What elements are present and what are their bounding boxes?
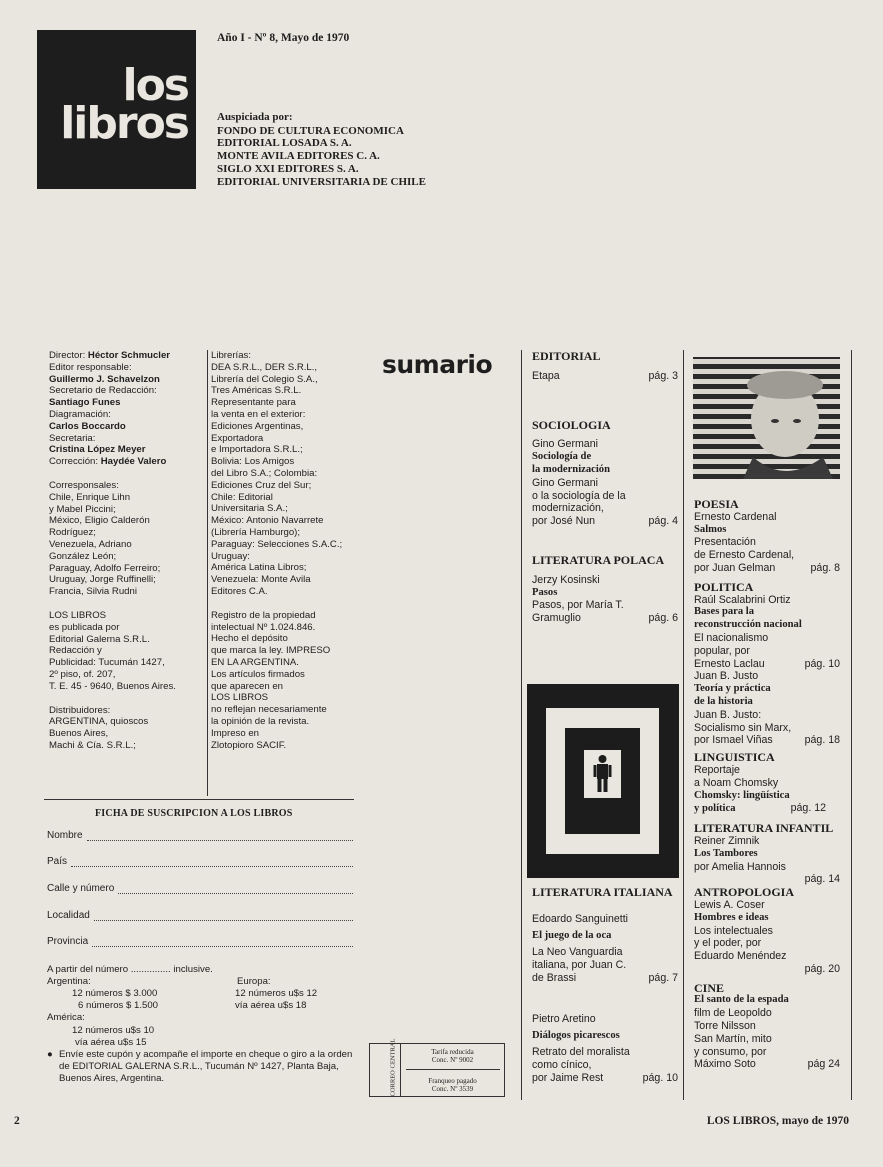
stamp-text: Conc. Nº 9002 <box>431 1056 474 1064</box>
registro-line: no reflejan necesariamente <box>211 704 327 716</box>
librerias-line: Ediciones Argentinas, <box>211 420 304 432</box>
entry-author: Jerzy Kosinski <box>532 573 600 586</box>
localidad-field[interactable] <box>47 910 353 921</box>
librerias-line: DEA S.R.L., DER S.R.L., <box>211 361 318 373</box>
field-label: Calle y número <box>47 883 115 894</box>
entry-author: Gino Germani <box>532 438 598 451</box>
corresponsales-line: Venezuela, Adriano <box>49 538 132 550</box>
sponsor-item: EDITORIAL LOSADA S. A. <box>217 137 352 150</box>
argentina-label: Argentina: <box>47 975 91 987</box>
provincia-field[interactable] <box>47 936 353 947</box>
entry-antropologia[interactable] <box>694 963 840 976</box>
librerias-column <box>211 350 369 751</box>
stamp-left-box <box>370 1038 401 1097</box>
entry-text: Máximo Soto <box>694 1058 756 1071</box>
column-divider <box>683 350 684 1100</box>
section-cine: CINE <box>694 980 725 995</box>
secretario-name: Santiago Funes <box>49 397 121 409</box>
entry-title: Pasos <box>532 586 558 598</box>
distribuidores-line: Machi & Cía. S.R.L.; <box>49 739 136 751</box>
label: Secretaria: <box>49 432 96 444</box>
field-line[interactable] <box>71 857 353 867</box>
entry-text: por José Nun <box>532 515 596 528</box>
sumario-title: sumario <box>382 350 493 379</box>
entry-text: modernización, <box>532 502 604 515</box>
corresponsales-line: Francia, Silvia Rudni <box>49 586 137 598</box>
field-label: Nombre <box>47 830 83 841</box>
field-line[interactable] <box>118 884 353 894</box>
registro-line: Zlotopioro SACIF. <box>211 739 287 751</box>
section-antropologia: ANTROPOLOGIA <box>694 885 795 900</box>
entry-text: como cínico, <box>532 1059 592 1072</box>
entry-title: Hombres e ideas <box>694 911 769 923</box>
entry-text: Eduardo Menéndez <box>694 950 787 963</box>
entry-text: Gino Germani <box>532 476 598 489</box>
section-editorial: EDITORIAL <box>532 349 601 363</box>
entry-justo[interactable] <box>694 734 840 747</box>
page-ref: pág. 14 <box>804 873 840 886</box>
registro-line: LOS LIBROS <box>211 692 269 704</box>
page-ref: pág. 7 <box>648 971 678 984</box>
librerias-line: Paraguay: Selecciones S.A.C.; <box>211 538 343 550</box>
entry-text: por Juan Gelman <box>694 561 776 574</box>
entry-text: por Ismael Viñas <box>694 734 773 747</box>
entry-text: Pasos, por María T. <box>532 599 624 612</box>
entry-text: italiana, por Juan C. <box>532 959 627 972</box>
librerias-line: la venta en el exterior: <box>211 408 306 420</box>
field-line[interactable] <box>87 831 353 841</box>
entry-text: Reportaje <box>694 763 740 776</box>
entry-text: Etapa <box>532 369 560 382</box>
page-ref: pág. 8 <box>810 561 840 574</box>
field-line[interactable] <box>94 911 353 921</box>
nombre-field[interactable] <box>47 830 353 841</box>
entry-text: Juan B. Justo: <box>694 708 762 721</box>
entry-linguistica[interactable] <box>694 802 840 816</box>
entry-author: Reiner Zimnik <box>694 834 760 847</box>
registro-line: Impreso en <box>211 727 259 739</box>
postal-stamp <box>369 1038 505 1097</box>
entry-cine[interactable] <box>694 1058 840 1071</box>
ficha-note-text: Envíe este cupón y acompañe el importe en cheque o giro a la orden de EDITORIAL GALERNA S.R.L., Tucumán Nº 1427, Planta Baja, Buenos Aires, Argentina. <box>59 1049 353 1084</box>
librerias-line: Librería del Colegio S.A., <box>211 373 318 385</box>
page-number: 2 <box>14 1115 20 1127</box>
entry-text: Ernesto Laclau <box>694 657 765 670</box>
librerias-line: Ediciones Cruz del Sur; <box>211 479 312 491</box>
registro-line: EN LA ARGENTINA. <box>211 656 299 668</box>
stamp-correo: CORREO CENTRAL <box>389 1038 397 1097</box>
entry-title: de la historia <box>694 695 753 707</box>
entry-title: Teoría y práctica <box>694 683 771 695</box>
corresponsales-line: Uruguay, Jorge Ruffinelli; <box>49 574 156 586</box>
entry-text: Los intelectuales <box>694 924 773 937</box>
column-divider <box>521 350 522 1100</box>
rate-arg-6: 6 números $ 1.500 <box>78 999 159 1011</box>
registro-line: Los artículos firmados <box>211 668 305 680</box>
entry-author: Lewis A. Coser <box>694 898 765 911</box>
stamp-text: Franqueo pagado <box>428 1077 477 1085</box>
librerias-line: (Librería Hamburgo); <box>211 526 301 538</box>
entry-title: la modernización <box>532 463 610 475</box>
entry-sociologia[interactable] <box>532 515 678 528</box>
label: Secretario de Redacción: <box>49 385 157 397</box>
registro-line: que aparecen en <box>211 680 284 692</box>
registro-line: Registro de la propiedad <box>211 609 316 621</box>
entry-text: Retrato del moralista <box>532 1046 630 1059</box>
sponsor-item: MONTE AVILA EDITORES C. A. <box>217 150 380 163</box>
entry-title: reconstrucción nacional <box>694 619 802 631</box>
librerias-line: Librerías: <box>211 350 251 361</box>
page-ref: pág. 12 <box>790 802 826 815</box>
registro-line: intelectual Nº 1.024.846. <box>211 621 316 633</box>
portrait-image <box>693 357 840 479</box>
column-divider <box>207 350 208 796</box>
entry-text: a Noam Chomsky <box>694 776 779 789</box>
issue-info: Año I - Nº 8, Mayo de 1970 <box>217 32 350 44</box>
entry-title: El juego de la oca <box>532 929 612 941</box>
section-linguistica: LINGUISTICA <box>694 750 775 765</box>
page-ref: pág. 6 <box>648 612 678 625</box>
field-label: Provincia <box>47 936 89 947</box>
label: Diagramación: <box>49 408 111 420</box>
entry-text: y el poder, por <box>694 937 762 950</box>
librerias-line: Representante para <box>211 397 296 409</box>
sponsor-item: EDITORIAL UNIVERSITARIA DE CHILE <box>217 175 426 188</box>
entry-text: por Jaime Rest <box>532 1071 604 1084</box>
librerias-line: México: Antonio Navarrete <box>211 515 324 527</box>
section-sociologia: SOCIOLOGIA <box>532 417 611 432</box>
section-italiana: LITERATURA ITALIANA <box>532 885 673 899</box>
librerias-line: Editores C.A. <box>211 585 268 597</box>
figure-graphic <box>527 684 679 878</box>
field-label: Localidad <box>47 910 90 921</box>
field-label: País <box>47 856 68 867</box>
corresponsales-line: Paraguay, Adolfo Ferreiro; <box>49 562 161 574</box>
director-name: Héctor Schmucler <box>87 350 171 361</box>
librerias-line: Chile: Editorial <box>211 491 273 503</box>
sumario-column-a <box>532 350 678 625</box>
sponsor-item: SIGLO XXI EDITORES S. A. <box>217 162 359 175</box>
librerias-line: Bolivia: Los Amigos <box>211 456 295 468</box>
publicada-line: LOS LIBROS <box>49 609 107 621</box>
publicada-line: es publicada por <box>49 621 120 633</box>
section-politica: POLITICA <box>694 579 754 594</box>
librerias-line: Venezuela: Monte Avila <box>211 574 311 586</box>
sumario-column-c <box>694 498 840 1071</box>
entry-text: por Amelia Hannois <box>694 860 786 873</box>
stamp-rule <box>406 1069 500 1070</box>
entry-author: Pietro Aretino <box>532 1012 596 1025</box>
ficha-rule <box>44 799 354 800</box>
entry-text: y consumo, por <box>694 1045 767 1058</box>
ficha-note <box>47 1049 355 1084</box>
sponsors-block <box>217 111 426 188</box>
correccion-name: Haydée Valero <box>100 456 167 468</box>
entry-text: San Martín, mito <box>694 1032 772 1045</box>
stamp-text: Tarifa reducida <box>431 1048 474 1056</box>
sponsor-item: FONDO DE CULTURA ECONOMICA <box>217 124 404 137</box>
librerias-line: e Importadora S.R.L.; <box>211 444 303 456</box>
logo-line2: libros <box>60 98 188 149</box>
field-line[interactable] <box>92 937 353 947</box>
publicada-line: Editorial Galerna S.R.L. <box>49 633 150 645</box>
author-photo <box>693 357 840 479</box>
librerias-line: Universitaria S.A.; <box>211 503 288 515</box>
staff-column <box>49 350 205 752</box>
rate-arg-12: 12 números $ 3.000 <box>72 987 158 999</box>
label: Editor responsable: <box>49 361 132 373</box>
rate-eur-aerea: vía aérea u$s 18 <box>235 999 307 1011</box>
distribuidores-line: ARGENTINA, quioscos <box>49 716 149 728</box>
section-polaca: LITERATURA POLACA <box>532 552 665 567</box>
entry-poesia[interactable] <box>694 562 840 575</box>
stamp-bottom <box>401 1077 504 1093</box>
bullet-icon: ● <box>47 1049 53 1061</box>
entry-polaca[interactable] <box>532 612 678 625</box>
entry-text: Torre Nilsson <box>694 1020 756 1033</box>
publicada-line: 2º piso, of. 207, <box>49 668 116 680</box>
librerias-line: Tres Américas S.R.L. <box>211 385 302 397</box>
entry-author: Juan B. Justo <box>694 670 759 683</box>
registro-line: Hecho el depósito <box>211 633 288 645</box>
sumario-column-b <box>532 886 678 1085</box>
corresponsales-line: Rodríguez; <box>49 527 96 539</box>
entry-title: Los Tambores <box>694 847 758 859</box>
page-ref: pág. 3 <box>648 369 678 382</box>
librerias-line: del Libro S.A.; Colombia: <box>211 467 318 479</box>
america-label: América: <box>47 1011 85 1023</box>
section-poesia: POESIA <box>694 497 739 511</box>
page-ref: pág. 18 <box>804 734 840 747</box>
calle-field[interactable] <box>47 883 353 894</box>
entry-text: o la sociología de la <box>532 489 626 502</box>
entry-text: de Brassi <box>532 971 577 984</box>
page-ref: pág 24 <box>807 1058 840 1071</box>
entry-text: El nacionalismo <box>694 631 769 644</box>
footer-title: LOS LIBROS, mayo de 1970 <box>706 1115 849 1127</box>
sponsor-label: Auspiciada por: <box>217 111 293 123</box>
stamp-top <box>401 1048 504 1064</box>
entry-text: film de Leopoldo <box>694 1007 772 1020</box>
entry-title: y política <box>694 803 736 815</box>
magazine-logo <box>37 30 196 189</box>
entry-author: Raúl Scalabrini Ortiz <box>694 593 791 606</box>
entry-politica[interactable] <box>694 658 840 671</box>
pais-field[interactable] <box>47 856 353 867</box>
publicada-line: T. E. 45 - 9640, Buenos Aires. <box>49 680 176 692</box>
rate-eur-12: 12 números u$s 12 <box>235 987 318 999</box>
entry-title: Bases para la <box>694 606 755 618</box>
entry-text: Presentación <box>694 536 756 549</box>
registro-line: la opinión de la revista. <box>211 715 310 727</box>
stamp-text: Conc. Nº 3539 <box>431 1085 474 1093</box>
entry-title: El santo de la espada <box>694 994 789 1006</box>
rate-am-aerea: vía aérea u$s 15 <box>75 1036 147 1048</box>
corresponsales-line: y Mabel Piccini; <box>49 503 116 515</box>
section-infantil: LITERATURA INFANTIL <box>694 821 834 836</box>
entry-text: Gramuglio <box>532 612 581 625</box>
entry-author: Ernesto Cardenal <box>694 510 777 523</box>
entry-text: Socialismo sin Marx, <box>694 721 792 734</box>
corresponsales-line: México, Eligio Calderón <box>49 515 150 527</box>
label: Corrección: <box>49 456 99 468</box>
entry-title: Sociología de <box>532 451 592 463</box>
corresponsales-line: González León; <box>49 550 117 562</box>
publicada-line: Redacción y <box>49 645 102 657</box>
entry-title: Chomsky: lingüística <box>694 789 790 801</box>
logo-line1: los <box>122 60 188 111</box>
europa-label: Europa: <box>237 975 271 987</box>
librerias-line: Uruguay: <box>211 550 250 562</box>
diagramacion-name: Carlos Boccardo <box>49 420 126 432</box>
entry-editorial[interactable] <box>532 370 678 383</box>
entry-aretino[interactable] <box>532 1072 678 1085</box>
distribuidores-line: Distribuidores: <box>49 704 111 716</box>
figure-person-icon <box>593 754 612 794</box>
rate-am-12: 12 números u$s 10 <box>72 1024 155 1036</box>
subscription-rates <box>47 964 357 1085</box>
ficha-title: FICHA DE SUSCRIPCION A LOS LIBROS <box>95 808 293 819</box>
librerias-line: América Latina Libros; <box>211 562 307 574</box>
entry-text: de Ernesto Cardenal, <box>694 549 795 562</box>
registro-line: que marca la ley. IMPRESO <box>211 645 331 657</box>
entry-text: La Neo Vanguardia <box>532 946 623 959</box>
entry-title: Diálogos picarescos <box>532 1029 620 1041</box>
entry-italiana[interactable] <box>532 972 678 985</box>
secretaria-name: Cristina López Meyer <box>49 444 146 456</box>
corresponsales-line: Chile, Enrique Lihn <box>49 491 131 503</box>
corresponsales-line: Corresponsales: <box>49 479 119 491</box>
page-ref: pág. 10 <box>804 657 840 670</box>
page-ref: pág. 4 <box>648 515 678 528</box>
editor-name: Guillermo J. Schavelzon <box>49 373 160 385</box>
librerias-line: Exportadora <box>211 432 264 444</box>
publicada-line: Publicidad: Tucumán 1427, <box>49 657 165 669</box>
partir-line: A partir del número ............... inclusive. <box>47 964 213 975</box>
entry-title: Salmos <box>694 523 727 535</box>
entry-author: Edoardo Sanguinetti <box>532 912 629 925</box>
label: Director: <box>49 350 86 361</box>
distribuidores-line: Buenos Aires, <box>49 728 109 740</box>
entry-text: popular, por <box>694 644 750 657</box>
page-ref: pág. 10 <box>642 1071 678 1084</box>
column-divider <box>851 350 852 1100</box>
page-ref: pág. 20 <box>804 962 840 975</box>
